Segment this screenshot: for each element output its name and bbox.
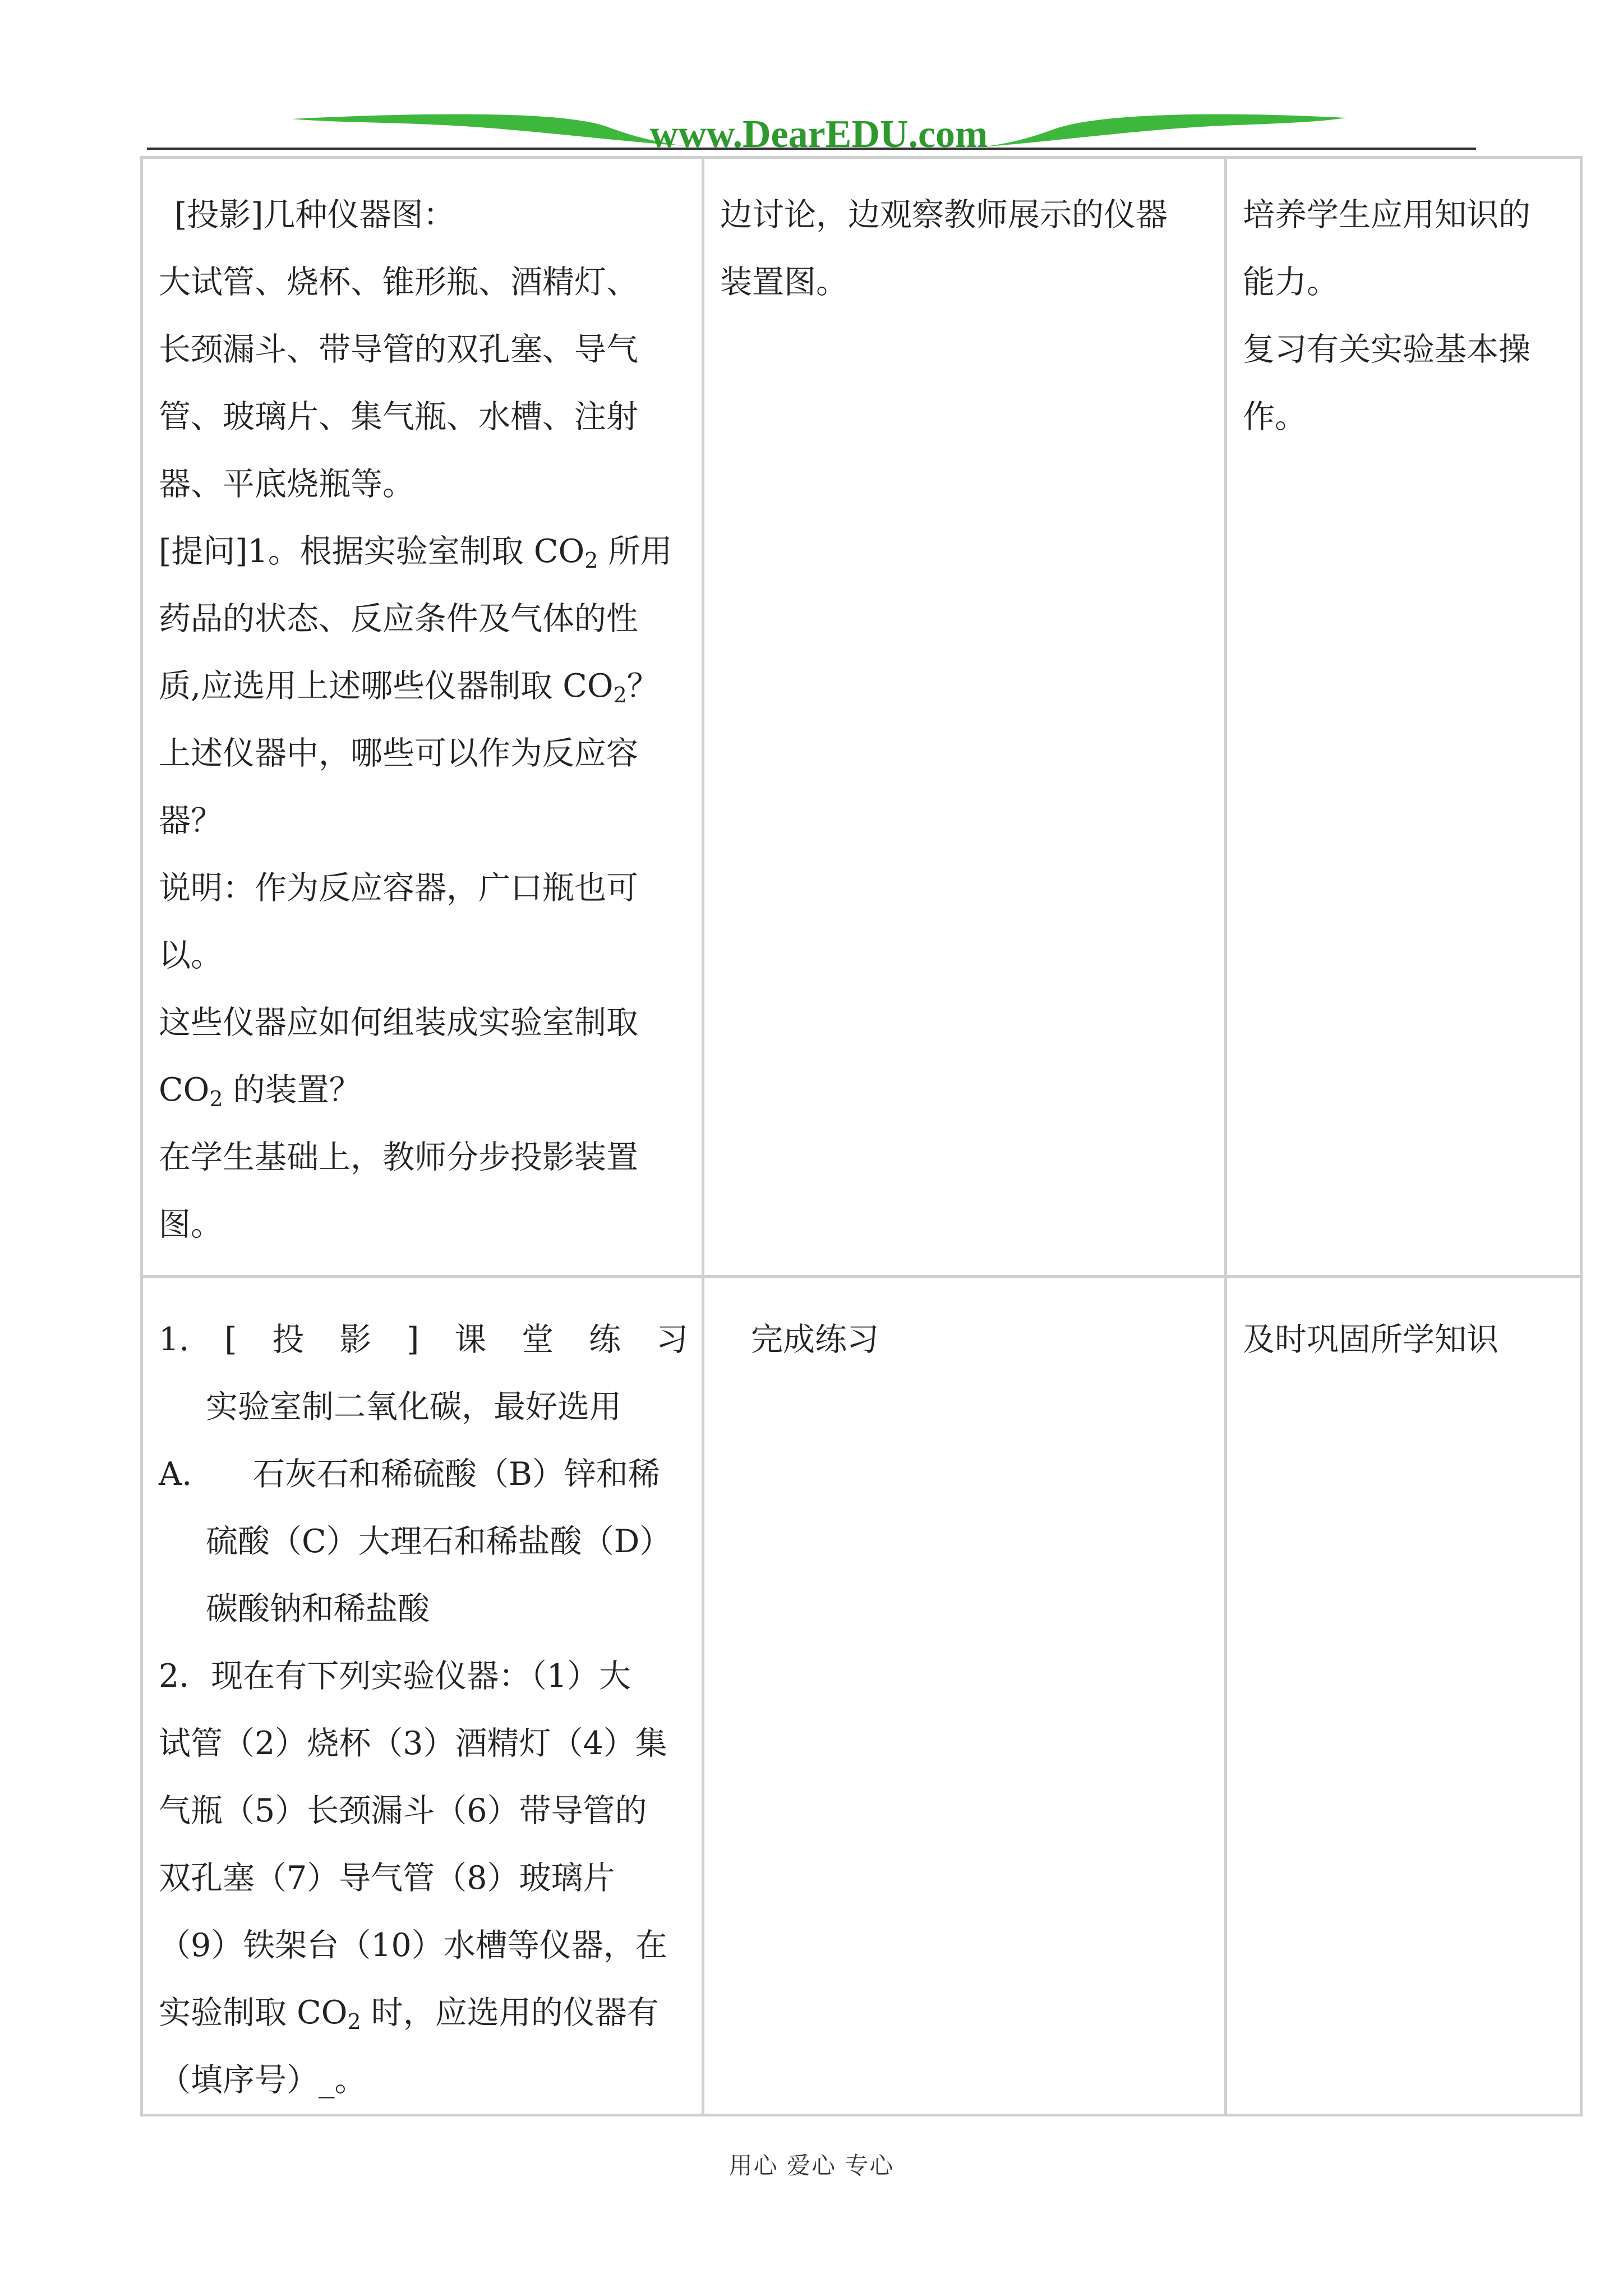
text-line: [提问]1。根据实验室制取 $CO_2$ 所用 — [159, 533, 672, 573]
exercise-token: 练 — [589, 1321, 621, 1358]
text-line: 图。 — [159, 1206, 223, 1243]
text-line: 说明：作为反应容器，广口瓶也可 — [159, 869, 638, 907]
text-line: 器？ — [159, 802, 223, 839]
right-swoosh — [981, 114, 1346, 147]
text-line: 双孔塞（7）导气管（8）玻璃片 — [159, 1860, 615, 1897]
exercise-token: 堂 — [522, 1321, 554, 1358]
exercise-token: ] — [407, 1321, 419, 1358]
text-line: [投影]几种仪器图： — [174, 196, 455, 233]
text-line: 以。 — [159, 937, 223, 974]
text-line: 气瓶（5）长颈漏斗（6）带导管的 — [159, 1792, 647, 1829]
text-line: （9）铁架台（10）水槽等仪器，在 — [159, 1927, 667, 1964]
text-line: 管、玻璃片、集气瓶、水槽、注射 — [159, 398, 638, 435]
student-activity-cell — [703, 158, 1226, 1277]
exercise-token: 习 — [656, 1321, 688, 1358]
option-line — [159, 1441, 688, 1508]
text-line: 大试管、烧杯、锥形瓶、酒精灯、 — [159, 264, 638, 301]
text-line: 及时巩固所学知识 — [1243, 1321, 1498, 1358]
design-intent-cell — [1226, 1277, 1581, 2115]
text-line: 这些仪器应如何组装成实验室制取 — [159, 1004, 638, 1041]
design-intent-cell — [1226, 158, 1581, 1277]
text-line: 试管（2）烧杯（3）酒精灯（4）集 — [159, 1725, 667, 1762]
text-line: 培养学生应用知识的 — [1243, 196, 1530, 233]
text-line: $CO_2$ 的装置？ — [159, 1071, 361, 1111]
text-line: 长颈漏斗、带导管的双孔塞、导气 — [159, 331, 638, 368]
text-line: 边讨论，边观察教师展示的仪器 — [720, 196, 1168, 233]
text-line: 作。 — [1243, 398, 1307, 435]
text-line: 碳酸钠和稀盐酸 — [206, 1590, 430, 1627]
logo-text: www.DearEDU.com — [649, 113, 988, 156]
table-row — [142, 158, 1581, 1277]
teacher-activity-cell — [142, 158, 703, 1277]
left-swoosh — [292, 114, 684, 146]
text-line: 上述仪器中，哪些可以作为反应容 — [159, 735, 638, 772]
text-line: 器、平底烧瓶等。 — [159, 466, 414, 503]
text-line: 完成练习 — [751, 1321, 879, 1358]
page-footer: 用心 爱心 专心 — [728, 2152, 895, 2179]
student-activity-cell — [703, 1277, 1226, 2115]
exercise-token: 1. — [159, 1321, 190, 1358]
text-line: 药品的状态、反应条件及气体的性 — [159, 600, 638, 637]
exercise-token: 投 — [272, 1321, 305, 1358]
text-line: 在学生基础上，教师分步投影装置 — [159, 1139, 638, 1176]
exercise-token: 影 — [339, 1321, 372, 1358]
table-row — [142, 1277, 1581, 2115]
lesson-table — [140, 156, 1583, 2116]
text-line: 能力。 — [1243, 264, 1339, 301]
text-line: （填序号）_。 — [159, 2062, 367, 2099]
text-line: 质,应选用上述哪些仪器制取 $CO_2$？ — [159, 668, 659, 707]
option-text: 石灰石和稀硫酸（B）锌和稀 — [253, 1456, 660, 1493]
text-line: 装置图。 — [720, 264, 848, 301]
option-label: A. — [159, 1456, 192, 1493]
text-line: 硫酸（C）大理石和稀盐酸（D） — [206, 1523, 672, 1560]
text-line: 2．现在有下列实验仪器：（1）大 — [159, 1658, 631, 1695]
text-line: 复习有关实验基本操 — [1243, 331, 1530, 368]
text-line: 实验制取 $CO_2$ 时，应选用的仪器有 — [159, 1994, 659, 2034]
text-line: 实验室制二氧化碳，最好选用 — [206, 1388, 621, 1425]
exercise-token: 课 — [454, 1321, 487, 1358]
teacher-activity-cell — [142, 1277, 703, 2115]
header-rule — [147, 148, 1476, 150]
exercise-heading — [159, 1306, 688, 1373]
exercise-token: [ — [224, 1321, 237, 1358]
